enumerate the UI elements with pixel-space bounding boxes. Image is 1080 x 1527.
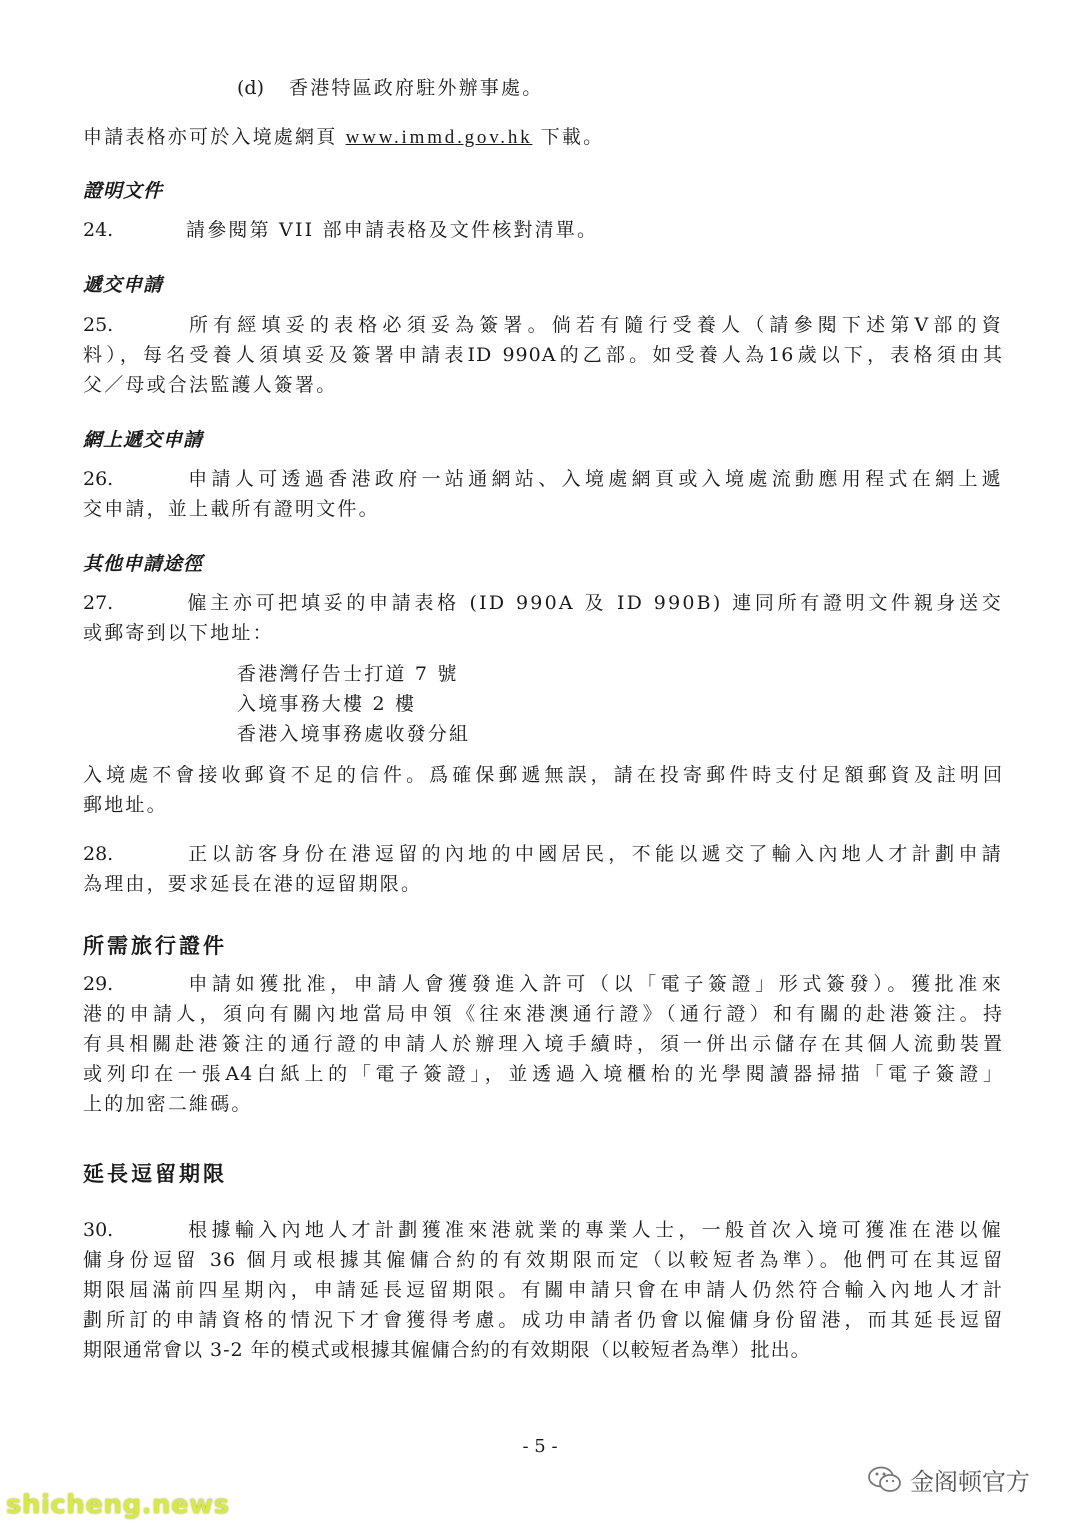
paragraph-text: 僱主亦可把填妥的申請表格 (ID 990A 及 ID 990B) 連同所有證明文件親身送交: [186, 592, 1003, 614]
download-line: [83, 122, 1003, 153]
paragraph-30-line-4: 劃所訂的申請資格的情況下才會獲得考慮。成功申請者仍會以僱傭身份留港，而其延長逗留: [83, 1309, 1003, 1331]
paragraph-number: 27.: [83, 592, 114, 614]
paragraph-29-line-2: 港的申請人，須向有關內地當局申領《往來港澳通行證》（通行證）和有關的赴港簽注。持: [83, 1003, 1003, 1025]
page-number: - 5 -: [522, 1436, 558, 1457]
postage-note-line-1: 入境處不會接收郵資不足的信件。爲確保郵遞無誤，請在投寄郵件時支付足額郵資及註明回: [83, 764, 1003, 786]
download-text-end: 下載。: [540, 126, 605, 148]
paragraph-25-line-2: 料），每名受養人須填妥及簽署申請表ID 990A的乙部。如受養人為16歲以下，表格須由其: [83, 344, 1003, 366]
heading-submit-application: 遞交申請: [83, 274, 164, 296]
heading-extension-of-stay: 延長逗留期限: [83, 1162, 227, 1186]
paragraph-text: 申請如獲批准，申請人會獲發進入許可（以「電子簽證」形式簽發）。獲批准來: [186, 973, 1003, 995]
paragraph-24: [83, 215, 1003, 245]
heading-supporting-documents: 證明文件: [83, 180, 164, 202]
paragraph-number: 28.: [83, 843, 114, 865]
paragraph-27-line-2: 或郵寄到以下地址：: [83, 622, 274, 644]
paragraph-30-line-2: 傭身份逗留 36 個月或根據其僱傭合約的有效期限而定（以較短者為準）。他們可在其逗留: [83, 1249, 1003, 1271]
paragraph-26-line-2: 交申請，並上載所有證明文件。: [83, 498, 380, 520]
download-text: 申請表格亦可於入境處網頁: [83, 126, 338, 148]
paragraph-28-line-1: [83, 839, 1003, 869]
paragraph-26-line-1: [83, 464, 1003, 494]
paragraph-number: 29.: [83, 973, 114, 995]
address-line-1: 香港灣仔告士打道 7 號: [237, 663, 459, 685]
paragraph-number: 25.: [83, 314, 114, 336]
heading-online-submission: 網上遞交申請: [83, 429, 204, 451]
postage-note-line-2: 郵地址。: [83, 794, 168, 816]
paragraph-29-line-4: 或列印在一張A4白紙上的「電子簽證」，並透過入境櫃枱的光學閱讀器掃描「電子簽證」: [83, 1063, 1003, 1085]
heading-travel-documents: 所需旅行證件: [83, 934, 227, 958]
address-line-3: 香港入境事務處收發分組: [237, 723, 471, 745]
paragraph-29-line-5: 上的加密二維碼。: [83, 1093, 253, 1115]
item-text: 香港特區政府駐外辦事處。: [289, 77, 544, 99]
paragraph-29-line-3: 有具相關赴港簽注的通行證的申請人於辦理入境手續時，須一併出示儲存在其個人流動裝置: [83, 1033, 1003, 1055]
heading-other-channels: 其他申請途徑: [83, 553, 204, 575]
paragraph-25-line-1: [83, 310, 1003, 340]
paragraph-number: 24.: [83, 219, 114, 241]
address-line-2: 入境事務大樓 2 樓: [237, 693, 417, 715]
paragraph-30-line-1: [83, 1215, 1003, 1245]
item-label: (d): [237, 77, 264, 99]
paragraph-27-line-1: [83, 588, 1003, 618]
site-watermark: shicheng.news: [6, 1490, 230, 1520]
list-item-d: [237, 73, 997, 103]
paragraph-text: 請參閱第 VII 部申請表格及文件核對清單。: [186, 219, 599, 241]
paragraph-number: 30.: [83, 1219, 114, 1241]
paragraph-30-line-3: 期限屆滿前四星期內，申請延長逗留期限。有關申請只會在申請人仍然符合輸入內地人才計: [83, 1279, 1003, 1301]
wechat-icon: [868, 1466, 902, 1494]
paragraph-28-line-2: 為理由，要求延長在港的逗留期限。: [83, 873, 423, 895]
paragraph-text: 根據輸入內地人才計劃獲准來港就業的專業人士，一般首次入境可獲准在港以僱: [186, 1219, 1003, 1241]
paragraph-29-line-1: [83, 969, 1003, 999]
brand-name: 金阁顿官方: [910, 1468, 1030, 1496]
paragraph-text: 所有經填妥的表格必須妥為簽署。倘若有隨行受養人（請參閱下述第V部的資: [186, 314, 1003, 336]
paragraph-number: 26.: [83, 468, 114, 490]
website-link[interactable]: www.immd.gov.hk: [345, 127, 533, 148]
paragraph-text: 正以訪客身份在港逗留的內地的中國居民，不能以遞交了輸入內地人才計劃申請: [186, 843, 1003, 865]
paragraph-30-line-5: 期限通常會以 3-2 年的模式或根據其僱傭合約的有效期限（以較短者為準）批出。: [83, 1339, 811, 1361]
paragraph-text: 申請人可透過香港政府一站通網站、入境處網頁或入境處流動應用程式在網上遞: [186, 468, 1003, 490]
paragraph-25-line-3: 父／母或合法監護人簽署。: [83, 374, 338, 396]
brand-badge: [868, 1462, 1030, 1497]
